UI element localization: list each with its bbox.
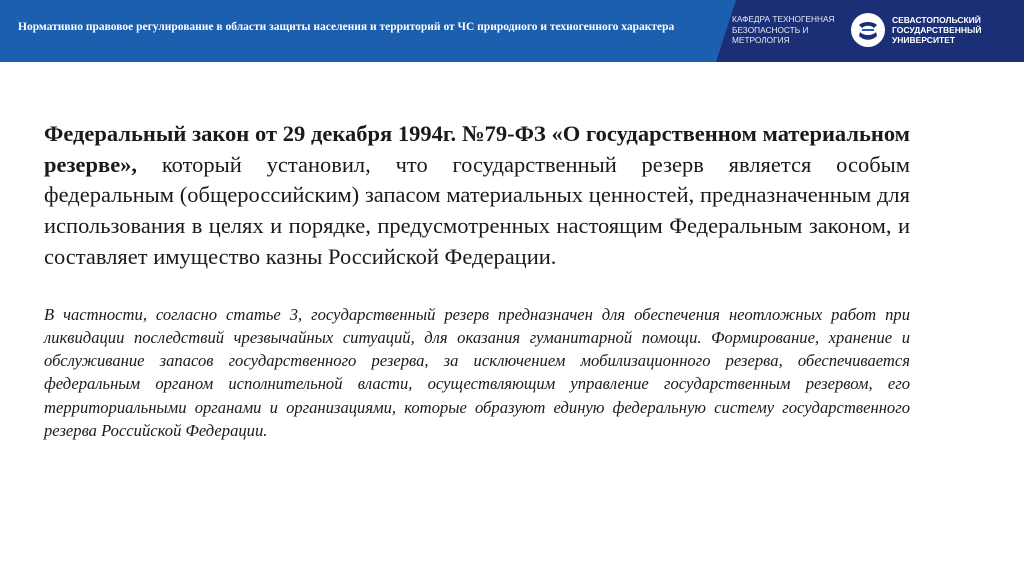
header-bar xyxy=(0,0,1024,62)
article-paragraph: В частности, согласно статье 3, государственный резерв предназначен для обеспечения неотложных работ при ликвидации последствий чрезвычайных ситуаций, для оказания гуманитарной помощи. Формирование, хранение и обслуживание запасов государственного резерва, за исключением мобилизационного резерва, обеспечивается федеральным органом исполнительной власти, осуществляющим управление государственным резервом, его территориальными органами и организациями, которые образуют единую федеральную систему государственного резерва Российской Федерации. xyxy=(44,304,910,440)
slide-header-title: Нормативно правовое регулирование в области защиты населения и территорий от ЧС природного и техногенного характера xyxy=(18,21,675,33)
university-logo-icon xyxy=(850,12,886,48)
department-line: МЕТРОЛОГИЯ xyxy=(732,35,790,45)
university-name xyxy=(892,15,982,45)
university-line: УНИВЕРСИТЕТ xyxy=(892,35,956,45)
department-line: БЕЗОПАСНОСТЬ И xyxy=(732,24,809,35)
department-name xyxy=(732,14,835,46)
university-line: ГОСУДАРСТВЕННЫЙ xyxy=(892,25,982,35)
law-description: который установил, что государственный резерв является особым федеральным (общероссийским) запасом материальных ценностей, предназначенным для использования в целях и порядке, предусмотренных настоящим Федеральным законом, и составляет имущество казны Российской Федерации. xyxy=(44,151,910,269)
department-line: КАФЕДРА ТЕХНОГЕННАЯ xyxy=(732,14,835,24)
law-paragraph xyxy=(44,119,910,273)
university-line: СЕВАСТОПОЛЬСКИЙ xyxy=(892,15,981,25)
slide-content xyxy=(44,119,910,442)
law-title: Федеральный закон от 29 декабря 1994г. №79-ФЗ «О государственном материальном резерве», xyxy=(44,121,910,177)
